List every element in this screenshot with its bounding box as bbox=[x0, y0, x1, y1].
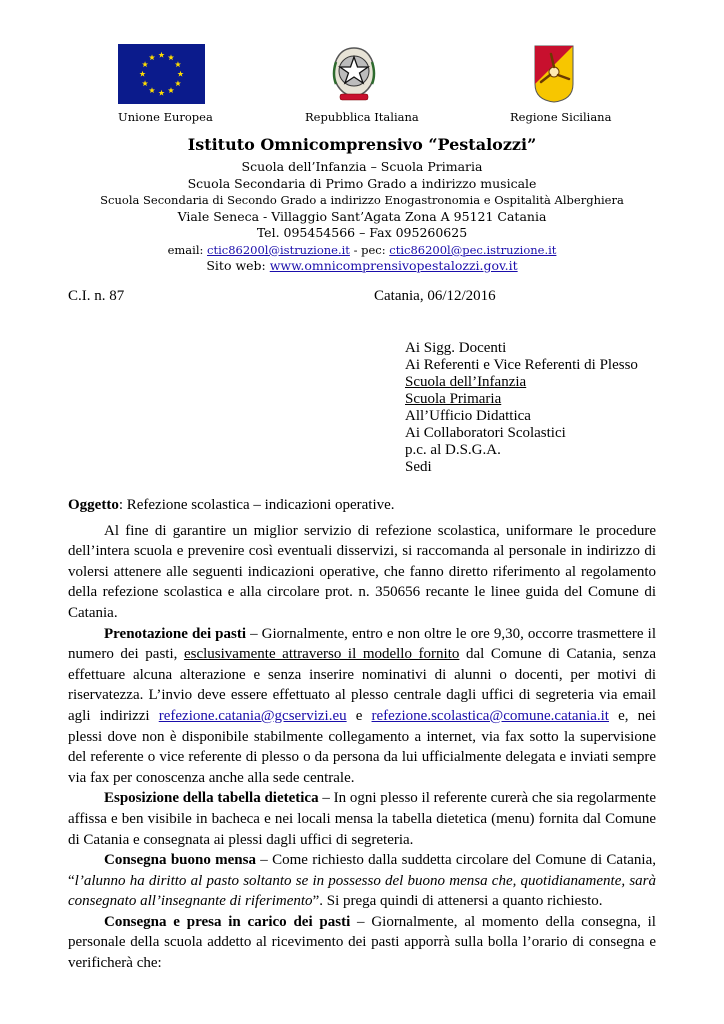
diet-table-title: Esposizione della tabella dietetica bbox=[104, 790, 319, 807]
meal-voucher-paragraph bbox=[68, 850, 656, 912]
high-school-line: Scuola Secondaria di Secondo Grado a indirizzo Enogastronomia e Ospitalità Alberghiera bbox=[100, 193, 624, 207]
refezione-catania-email-link[interactable]: refezione.catania@gcservizi.eu bbox=[158, 707, 347, 724]
intro-paragraph: Al fine di garantire un miglior servizio di refezione scolastica, uniformare le procedure dell’intera scuola e prevenire così eventuali disservizi, si raccomanda al personale in indirizzo di volersi attenere alle seguenti indicazioni operative, che fanno diretto riferimento al regolamento della refezione scolastica e alla circolare prot. n. 350656 recante le linee guida del Comune di Catania. bbox=[68, 522, 656, 621]
website-label: Sito web: bbox=[206, 258, 270, 273]
subject-text: : Refezione scolastica – indicazioni operative. bbox=[118, 497, 395, 513]
website-line bbox=[0, 258, 724, 275]
institute-name: Istituto Omnicomprensivo “Pestalozzi” bbox=[187, 135, 537, 154]
italian-republic-caption: Repubblica Italiana bbox=[305, 110, 419, 124]
email-label: email: bbox=[167, 242, 208, 257]
paragraph-text: – Come richiesto dalla suddetta circolare del Comune di Catania, “ bbox=[68, 852, 656, 889]
eu-flag-logo bbox=[118, 44, 205, 104]
recipient-line: p.c. al D.S.G.A. bbox=[405, 442, 501, 458]
paragraph-text: e bbox=[346, 707, 372, 724]
middle-school-line: Scuola Secondaria di Primo Grado a indirizzo musicale bbox=[187, 175, 537, 191]
eu-caption: Unione Europea bbox=[118, 110, 213, 124]
sicilian-region-flag-logo bbox=[533, 44, 575, 104]
recipients-block bbox=[405, 340, 638, 476]
school-letterhead bbox=[0, 135, 724, 275]
logo-bar bbox=[0, 44, 724, 106]
meal-voucher-title: Consegna buono mensa bbox=[104, 852, 256, 869]
email-line bbox=[0, 242, 724, 259]
paragraph-text: dal Comune di Catania, senza effettuare alcuna alterazione e senza inserire nominativi di alunni o docenti, per motivi di riservatezza. L’invio deve essere effettuato al plesso centrale dagli uffici di segreteria via email agli indirizzi bbox=[68, 646, 656, 724]
subject-line bbox=[68, 495, 656, 516]
meal-delivery-paragraph bbox=[68, 912, 656, 974]
quoted-rule: l’alunno ha diritto al pasto soltanto se in possesso del buono mensa che, quotidianamente, sarà consegnato all’insegnante di riferimento bbox=[68, 872, 656, 910]
meal-booking-paragraph bbox=[68, 624, 656, 789]
recipient-line: Sedi bbox=[405, 459, 432, 475]
circular-number: C.I. n. 87 bbox=[68, 288, 125, 304]
pec-label: - pec: bbox=[349, 242, 390, 257]
refezione-scolastica-email-link[interactable]: refezione.scolastica@comune.catania.it bbox=[371, 707, 609, 724]
paragraph-text: e, nei plessi dove non è disponibile stabilmente collegamento a internet, via fax sotto la supervisione del referente o vice referente di plesso o da persona da lui ufficialmente delegata e inviati sempre via fax per conoscenza anche alla sede centrale. bbox=[68, 707, 656, 786]
phone-fax-line: Tel. 095454566 – Fax 095260625 bbox=[256, 225, 468, 240]
paragraph-text: – Giornalmente, al momento della consegna, il personale della scuola addetto al ricevimento dei pasti apporrà sulla bolla l’orario di consegna e verificherà che: bbox=[68, 913, 656, 972]
paragraph-text: – Giornalmente, entro e non oltre le ore 9,30, occorre trasmettere il numero dei pasti, bbox=[68, 625, 656, 663]
recipient-line: Scuola Primaria bbox=[405, 391, 502, 407]
subject-label: Oggetto bbox=[68, 497, 119, 513]
recipient-line: Ai Collaboratori Scolastici bbox=[405, 425, 566, 441]
place-date: Catania, 06/12/2016 bbox=[374, 288, 496, 304]
email-link[interactable]: ctic86200l@istruzione.it bbox=[207, 242, 350, 257]
address-line: Viale Seneca - Villaggio Sant’Agata Zona A 95121 Catania bbox=[177, 208, 547, 224]
meal-booking-title: Prenotazione dei pasti bbox=[104, 625, 247, 642]
recipient-line: Ai Referenti e Vice Referenti di Plesso bbox=[405, 357, 638, 373]
recipient-line: Scuola dell’Infanzia bbox=[405, 374, 527, 390]
school-levels-line: Scuola dell’Infanzia – Scuola Primaria bbox=[241, 159, 483, 174]
meal-delivery-title: Consegna e presa in carico dei pasti bbox=[104, 913, 351, 930]
diet-table-paragraph bbox=[68, 788, 656, 850]
recipient-line: All’Ufficio Didattica bbox=[405, 408, 531, 424]
recipient-line: Ai Sigg. Docenti bbox=[405, 340, 507, 356]
paragraph-text: ”. Si prega quindi di attenersi a quanto richiesto. bbox=[312, 893, 603, 910]
letter-body bbox=[68, 495, 656, 974]
underlined-text: esclusivamente attraverso il modello fornito bbox=[183, 646, 460, 663]
pec-link[interactable]: ctic86200l@pec.istruzione.it bbox=[389, 242, 557, 257]
website-link[interactable]: www.omnicomprensivopestalozzi.gov.it bbox=[269, 258, 518, 273]
sicilian-region-caption: Regione Siciliana bbox=[510, 110, 612, 124]
italian-republic-emblem-logo bbox=[330, 44, 378, 104]
paragraph-text: – In ogni plesso il referente curerà che sia regolarmente affissa e ben visibile in bacheca e nei locali mensa la tabella dietetica (menu) fornita dal Comune di Catania e consegnata ai plessi dagli uffici di segreteria. bbox=[68, 790, 656, 848]
